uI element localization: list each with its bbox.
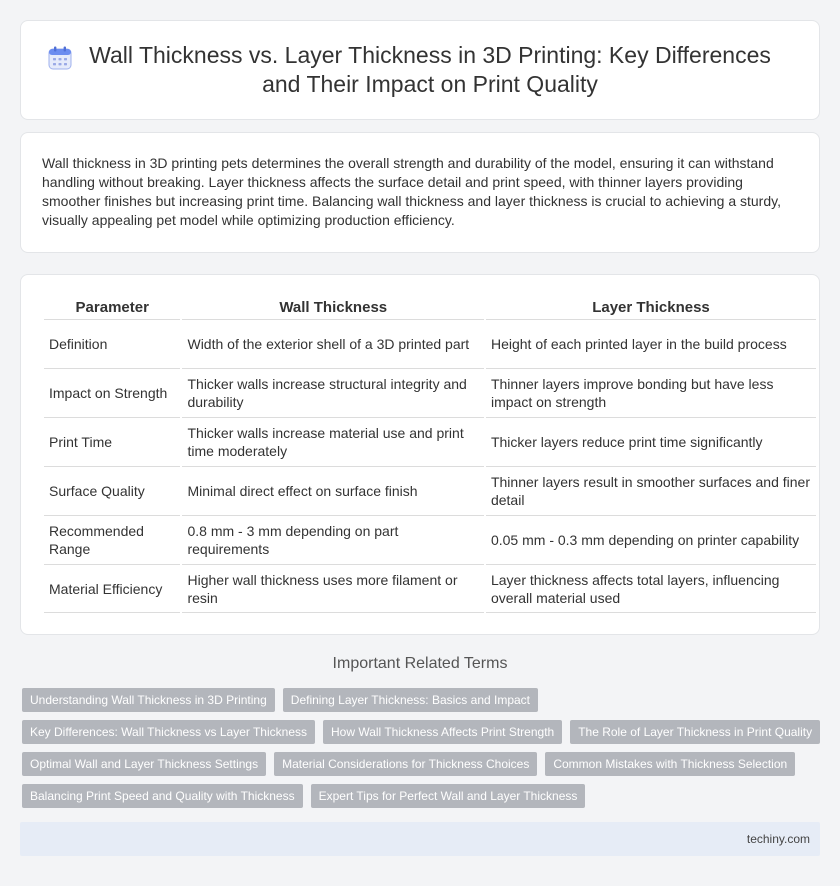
table-cell: 0.8 mm - 3 mm depending on part requirements xyxy=(182,515,483,564)
page-title: Wall Thickness vs. Layer Thickness in 3D Printing: Key Differences and Their Impact on Print Quality xyxy=(89,42,771,97)
table-cell: Minimal direct effect on surface finish xyxy=(182,466,483,515)
table-cell: Material Efficiency xyxy=(44,564,180,613)
table-cell: Recommended Range xyxy=(44,515,180,564)
related-term-tag[interactable]: Optimal Wall and Layer Thickness Settings xyxy=(22,752,266,776)
related-term-tag[interactable]: Key Differences: Wall Thickness vs Layer Thickness xyxy=(22,720,315,744)
related-term-tag[interactable]: Understanding Wall Thickness in 3D Printing xyxy=(22,688,275,712)
table-cell: Higher wall thickness uses more filament or resin xyxy=(182,564,483,613)
related-term-tag[interactable]: Expert Tips for Perfect Wall and Layer Thickness xyxy=(311,784,586,808)
table-row xyxy=(44,417,816,466)
header-layer-thickness: Layer Thickness xyxy=(592,299,710,316)
table-row xyxy=(44,466,816,515)
intro-paragraph: Wall thickness in 3D printing pets determines the overall strength and durability of the model, ensuring it can withstand handling without breaking. Layer thickness affects the surface detail and print speed, with thinner layers providing smoother finishes but increasing print time. Balancing wall thickness and layer thickness is crucial to achieving a sturdy, visually appealing pet model while optimizing production efficiency. xyxy=(42,155,781,228)
related-term-tag[interactable]: The Role of Layer Thickness in Print Quality xyxy=(570,720,820,744)
related-terms-list xyxy=(22,688,822,808)
footer-bar xyxy=(20,822,820,856)
table-row xyxy=(44,319,816,368)
header-wall-thickness: Wall Thickness xyxy=(279,299,388,316)
table-cell: Height of each printed layer in the build process xyxy=(486,319,816,368)
intro-card xyxy=(20,132,820,253)
table-cell: Thicker layers reduce print time significantly xyxy=(486,417,816,466)
table-cell: Thinner layers improve bonding but have less impact on strength xyxy=(486,368,816,417)
table-row xyxy=(44,515,816,564)
header-card xyxy=(20,20,820,120)
related-terms-title: Important Related Terms xyxy=(332,655,508,672)
table-cell: Layer thickness affects total layers, influencing overall material used xyxy=(486,564,816,613)
table-cell: Thicker walls increase material use and print time moderately xyxy=(182,417,483,466)
table-header-row xyxy=(44,297,816,319)
related-term-tag[interactable]: Defining Layer Thickness: Basics and Impact xyxy=(283,688,538,712)
table-cell: Thicker walls increase structural integrity and durability xyxy=(182,368,483,417)
table-row xyxy=(44,368,816,417)
site-name[interactable]: techiny.com xyxy=(746,832,810,846)
table-cell: 0.05 mm - 0.3 mm depending on printer capability xyxy=(486,515,816,564)
related-term-tag[interactable]: Material Considerations for Thickness Choices xyxy=(274,752,537,776)
table-cell: Width of the exterior shell of a 3D printed part xyxy=(182,319,483,368)
table-cell: Thinner layers result in smoother surfaces and finer detail xyxy=(486,466,816,515)
table-cell: Print Time xyxy=(44,417,180,466)
table-row xyxy=(44,564,816,613)
related-term-tag[interactable]: How Wall Thickness Affects Print Strength xyxy=(323,720,562,744)
header-parameter: Parameter xyxy=(75,299,149,316)
related-term-tag[interactable]: Balancing Print Speed and Quality with Thickness xyxy=(22,784,303,808)
table-cell: Surface Quality xyxy=(44,466,180,515)
related-term-tag[interactable]: Common Mistakes with Thickness Selection xyxy=(545,752,795,776)
comparison-table xyxy=(42,297,818,613)
table-cell: Definition xyxy=(44,319,180,368)
comparison-card xyxy=(20,274,820,635)
table-cell: Impact on Strength xyxy=(44,368,180,417)
